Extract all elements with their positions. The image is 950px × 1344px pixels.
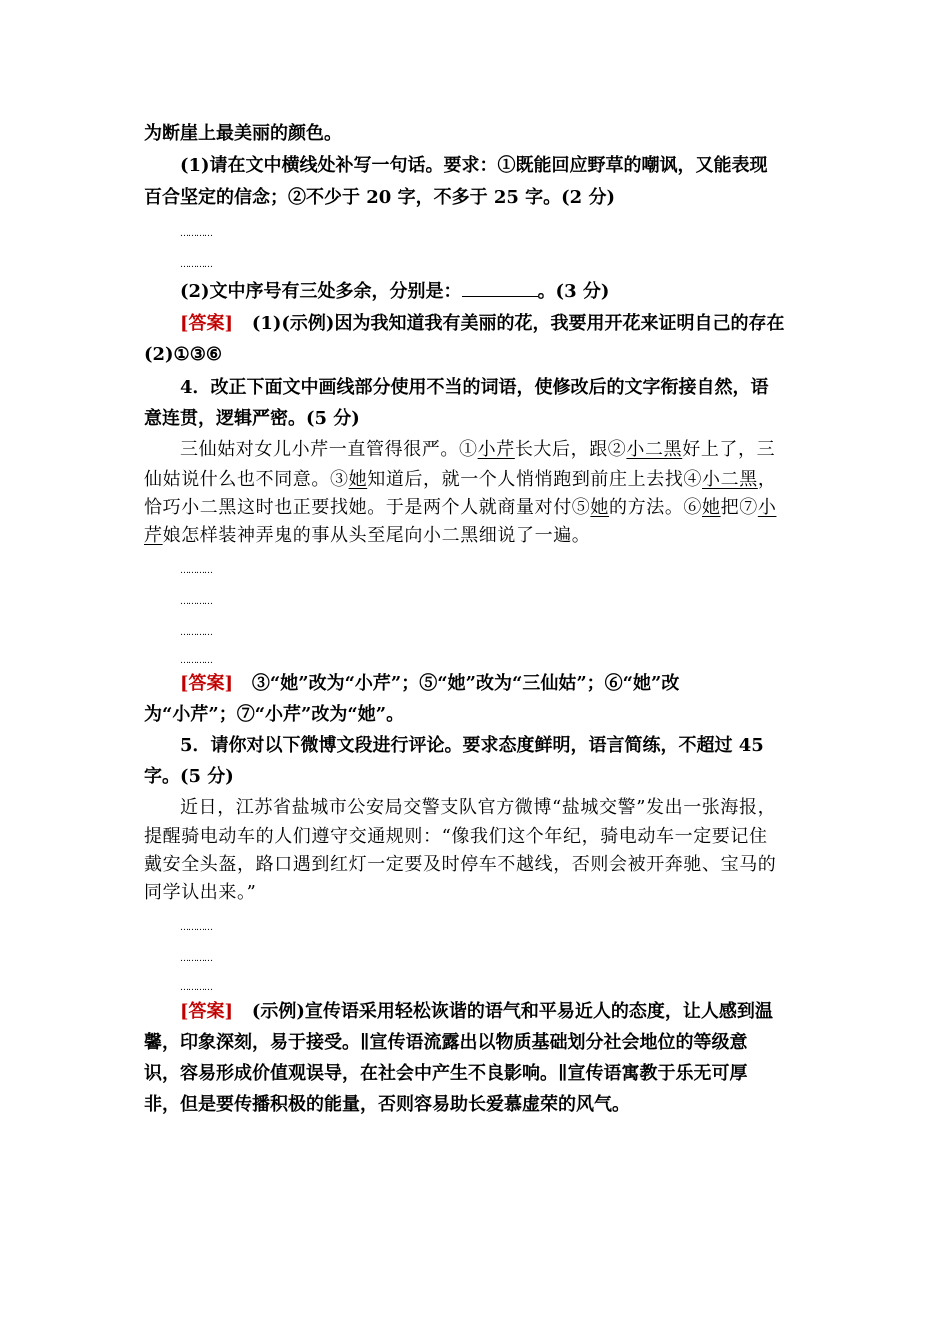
- q5-passage-line: 同学认出来。”: [144, 882, 257, 903]
- q4-prompt-cont: 意连贯，逻辑严密。(5 分): [144, 408, 360, 429]
- q4-answer-text: ③“她”改为“小芹”；⑤“她”改为“三仙姑”；⑥“她”改: [251, 673, 680, 694]
- q5-answer-cont: 馨，印象深刻，易于接受。∥宣传语流露出以物质基础划分社会地位的等级意: [144, 1032, 748, 1053]
- underlined-word: 小二黑: [702, 469, 758, 490]
- answer-dotted-line: …………: [180, 260, 212, 270]
- q5-passage-line: 近日，江苏省盐城市公安局交警支队官方微博“盐城交警”发出一张海报，: [180, 797, 777, 818]
- underlined-word: 她: [590, 497, 610, 518]
- q4-passage-line: 恰巧小二黑这时也正要找她。于是两个人就商量对付⑤她的方法。⑥她把⑦小: [144, 497, 777, 518]
- answer-dotted-line: …………: [180, 923, 212, 933]
- q5-answer: [180, 1000, 773, 1024]
- answer-tag: [答案]: [180, 673, 234, 694]
- q5-passage-line: 戴安全头盔，路口遇到红灯一定要及时停车不越线，否则会被开奔驰、宝马的: [144, 854, 777, 875]
- underlined-word: 她: [348, 469, 368, 490]
- q5-prompt-cont: 字。(5 分): [144, 766, 234, 787]
- q3-answer-1: (1)(示例)因为我知道我有美丽的花，我要用开花来证明自己的存在: [251, 313, 785, 334]
- underlined-word: 芹: [144, 525, 163, 546]
- q3-sub1-prompt: (1)请在文中横线处补写一句话。要求：①既能回应野草的嘲讽，又能表现: [180, 155, 768, 176]
- q4-passage-line: 仙姑说什么也不同意。③她知道后，就一个人悄悄跑到前庄上去找④小二黑，: [144, 469, 777, 490]
- q5-answer-cont: 非，但是要传播积极的能量，否则容易助长爱慕虚荣的风气。: [144, 1094, 630, 1115]
- answer-dotted-line: …………: [180, 628, 212, 638]
- underlined-word: 小: [757, 497, 777, 518]
- q4-passage-line: 三仙姑对女儿小芹一直管得很严。①小芹长大后，跟②小二黑好上了，三: [180, 439, 776, 460]
- q5-prompt: 5．请你对以下微博文段进行评论。要求态度鲜明，语言简练，不超过 45: [180, 735, 764, 756]
- answer-dotted-line: …………: [180, 597, 212, 607]
- q3-sub2-text: (2)文中序号有三处多余，分别是：: [180, 281, 462, 302]
- underlined-word: 她: [702, 497, 721, 518]
- answer-dotted-line: …………: [180, 566, 212, 576]
- answer-dotted-line: …………: [180, 954, 212, 964]
- underlined-word: 小芹: [477, 439, 515, 460]
- answer-dotted-line: …………: [180, 229, 212, 239]
- answer-dotted-line: …………: [180, 656, 212, 666]
- q5-passage-line: 提醒骑电动车的人们遵守交通规则：“像我们这个年纪，骑电动车一定要记住: [144, 826, 768, 847]
- q3-sub2-prompt: [180, 280, 609, 304]
- q5-answer-cont: 识，容易形成价值观误导，在社会中产生不良影响。∥宣传语寓教于乐无可厚: [144, 1063, 748, 1084]
- answer-tag: [答案]: [180, 1001, 234, 1022]
- q3-sub2-points: 。(3 分): [537, 281, 610, 302]
- q4-prompt: 4．改正下面文中画线部分使用不当的词语，使修改后的文字衔接自然，语: [180, 377, 769, 398]
- q3-sub1-prompt-cont: 百合坚定的信念；②不少于 20 字，不多于 25 字。(2 分): [144, 187, 615, 208]
- q3-passage-end: 为断崖上最美丽的颜色。: [144, 123, 342, 144]
- q5-answer-text: (示例)宣传语采用轻松诙谐的语气和平易近人的态度，让人感到温: [251, 1001, 773, 1022]
- underlined-word: 小二黑: [626, 439, 683, 460]
- answer-tag: [答案]: [180, 313, 234, 334]
- q4-answer: [180, 672, 679, 696]
- q4-passage-line: 芹娘怎样装神弄鬼的事从头至尾向小二黑细说了一遍。: [144, 525, 591, 546]
- q3-answer: [180, 312, 784, 336]
- q3-answer-2: (2)①③⑥: [144, 344, 222, 365]
- fill-in-blank: [462, 282, 538, 297]
- answer-dotted-line: …………: [180, 983, 212, 993]
- q4-answer-cont: 为“小芹”；⑦“小芹”改为“她”。: [144, 704, 405, 725]
